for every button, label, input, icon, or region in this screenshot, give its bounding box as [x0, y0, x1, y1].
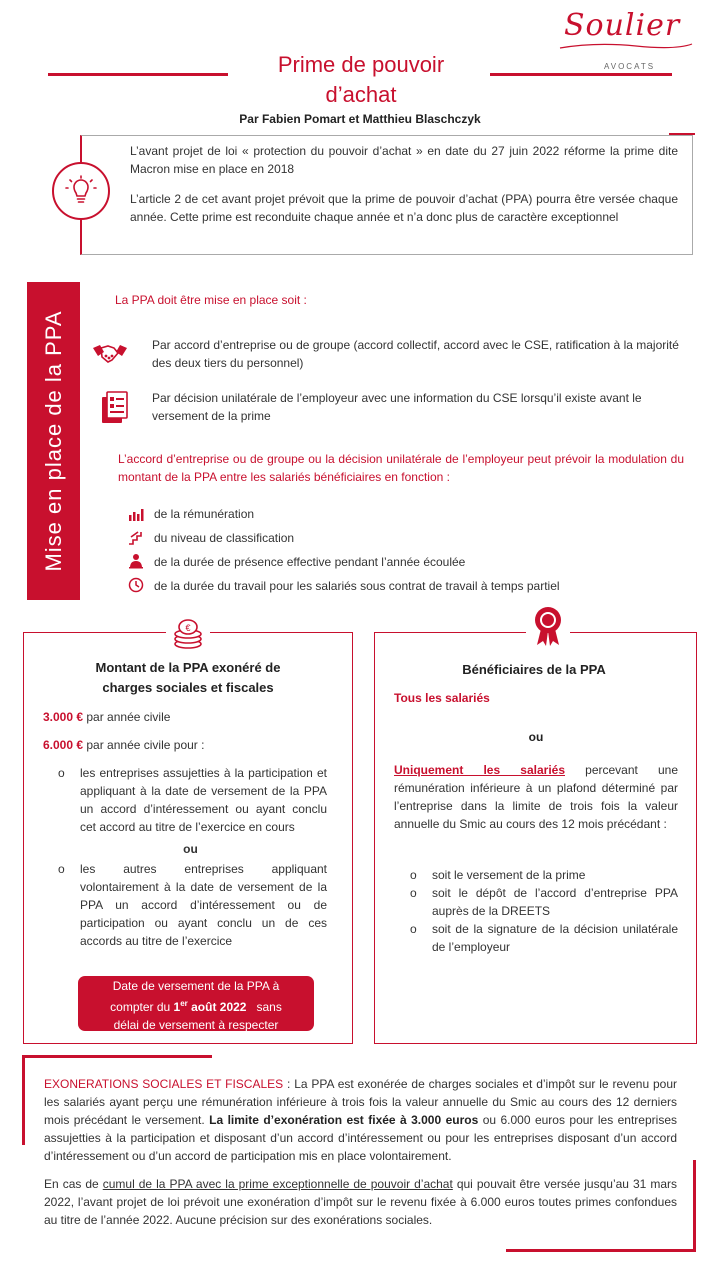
mode-accord: Par accord d’entreprise ou de groupe (accord collectif, accord avec le CSE, ratification à la majorité des deux tiers du personnel) [152, 338, 679, 370]
list-item: o les entreprises assujetties à la participation et appliquant à la date de versement de la PPA un accord d’intéressement ou ayant conclu cet accord au titre de l’exercice en cours [54, 764, 327, 836]
intro-paragraph-2: L’article 2 de cet avant projet prévoit que la prime de pouvoir d’achat (PPA) pourra être versée chaque année. Cette prime est reconduite chaque année et n’a donc plus de caractère exceptionnel [130, 192, 678, 224]
section-banner-label: Mise en place de la PPA [40, 310, 66, 572]
amount-6000-suffix: par année civile pour : [83, 738, 205, 752]
badge-month-year: août 2022 [187, 1000, 247, 1014]
exempt-title-line-2: charges sociales et fiscales [102, 680, 274, 695]
section-banner [27, 282, 80, 600]
exonerations-limit: La limite d’exonération est fixée à 3.000 euros [209, 1113, 479, 1127]
cumul-prefix: En cas de [44, 1177, 103, 1191]
handshake-icon [92, 336, 128, 372]
logo-swash [556, 40, 696, 54]
bar-chart-icon [127, 506, 145, 522]
frame-corner-left [22, 1055, 25, 1145]
payment-date-badge [78, 976, 314, 1031]
title-rule-left [48, 73, 228, 76]
amount-3000-value: 3.000 € [43, 710, 84, 724]
badge-line-1: Date de versement de la PPA à [112, 979, 280, 993]
badge-day-sup: er [180, 999, 188, 1008]
exonerations-text-1: : La PPA est exonérée de charges sociales et d’impôt sur le revenu pour les salariés ayant perçu une rémunération inférieure à trois fois la valeur annuelle du Smic au cours des 12 derniers mois précédant le versement. [44, 1077, 678, 1127]
authors: Par Fabien Pomart et Matthieu Blaschczyk [239, 112, 481, 126]
badge-sans: sans [246, 1000, 282, 1014]
soulier-logo [556, 8, 696, 71]
restricted-label: Uniquement les salariés [394, 763, 565, 777]
frame-corner-top [22, 1055, 212, 1058]
restricted-text: percevant une rémunération inférieure à un plafond déterminé par l’entreprise dans la limite de trois fois la valeur annuelle du Smic au cours des 12 mois précédant : [394, 763, 678, 831]
setup-lead: La PPA doit être mise en place soit : [115, 293, 307, 307]
or-separator: ou [183, 842, 198, 856]
list-item: o les autres entreprises appliquant volontairement à la date de versement de la PPA un accord d’intéressement ou de participation ou ayant conclu un de ces accords au titre de l’exercice [54, 860, 327, 950]
clock-icon [127, 577, 145, 593]
coins-icon [166, 612, 210, 656]
criterion-item: du niveau de classification [154, 531, 295, 545]
intro-paragraph-1: L’avant projet de loi « protection du pouvoir d’achat » en date du 27 juin 2022 réforme la prime dite Macron mise en place en 2018 [130, 144, 678, 176]
restricted-employees [394, 761, 678, 833]
cumul-underlined: cumul de la PPA avec la prime exceptionnelle de pouvoir d’achat [102, 1177, 453, 1191]
person-icon [127, 553, 145, 569]
award-ribbon-icon [526, 604, 570, 648]
title-rule-right [490, 73, 672, 76]
beneficiaries-title: Bénéficiaires de la PPA [462, 662, 606, 677]
frame-corner-bottom [506, 1249, 696, 1252]
exonerations-text-2: ou 6.000 euros pour les entreprises assujetties à la participation et disposant d’un accord d’intéressement ou pour les entreprises disposant d’un accord d’intéressement ou d’un accord de participation mis en place volontairement. [44, 1113, 677, 1163]
criterion-item: de la durée de présence effective pendant l’année écoulée [154, 555, 466, 569]
or-separator: ou [528, 730, 544, 744]
criterion-item: de la rémunération [154, 507, 255, 521]
exonerations-paragraph-1 [44, 1075, 677, 1165]
frame-corner-right [693, 1160, 696, 1252]
exempt-conditions-list [54, 764, 327, 950]
lightbulb-icon [52, 162, 110, 220]
logo-sub: AVOCATS [604, 62, 656, 71]
exonerations-paragraph-2 [44, 1175, 677, 1229]
document-icon [96, 390, 132, 426]
criterion-item: de la durée du travail pour les salariés sous contrat de travail à temps partiel [154, 579, 560, 593]
exempt-title-line-1: Montant de la PPA exonéré de [95, 660, 281, 675]
title-line-1: Prime de pouvoir [277, 52, 445, 77]
reference-events-list [406, 866, 678, 956]
exempt-box-title [43, 658, 333, 698]
title-line-2: d’achat [325, 82, 397, 107]
badge-date-prefix: compter du [110, 1000, 174, 1014]
levels-icon [127, 530, 145, 546]
cumul-text: qui pouvait être versée jusqu’au 31 mars 2022, l’avant projet de loi prévoit une exonération d’impôt sur le revenu fixée à 6.000 euros toutes primes confondues au titre de l’année 2022. Aucune précision sur des exonérations sociales. [44, 1177, 677, 1227]
list-item: o soit le dépôt de l’accord d’entreprise PPA auprès de la DREETS [406, 884, 678, 920]
page-title [230, 50, 492, 110]
amount-6000 [43, 736, 204, 754]
amount-3000-suffix: par année civile [83, 710, 171, 724]
badge-line-3: délai de versement à respecter [113, 1018, 279, 1032]
list-item: o soit le versement de la prime [406, 866, 678, 884]
amount-6000-value: 6.000 € [43, 738, 84, 752]
modulation-text: L’accord d’entreprise ou de groupe ou la décision unilatérale de l’employeur peut prévoir la modulation du montant de la PPA entre les salariés bénéficiaires en fonction : [118, 452, 684, 484]
intro-text [130, 142, 678, 238]
svg-text:€: € [185, 623, 191, 633]
amount-3000 [43, 708, 170, 726]
mode-decision: Par décision unilatérale de l’employeur avec une information du CSE lorsqu’il existe avant le versement de la prime [152, 391, 642, 423]
list-item: o soit de la signature de la décision unilatérale de l’employeur [406, 920, 678, 956]
badge-line-2 [78, 995, 314, 1016]
badge-day: 1 [173, 1000, 181, 1014]
all-employees: Tous les salariés [394, 691, 490, 705]
logo-name: Soulier [564, 8, 681, 43]
exonerations-section [44, 1075, 677, 1239]
exonerations-label: EXONERATIONS SOCIALES ET FISCALES [44, 1077, 284, 1091]
